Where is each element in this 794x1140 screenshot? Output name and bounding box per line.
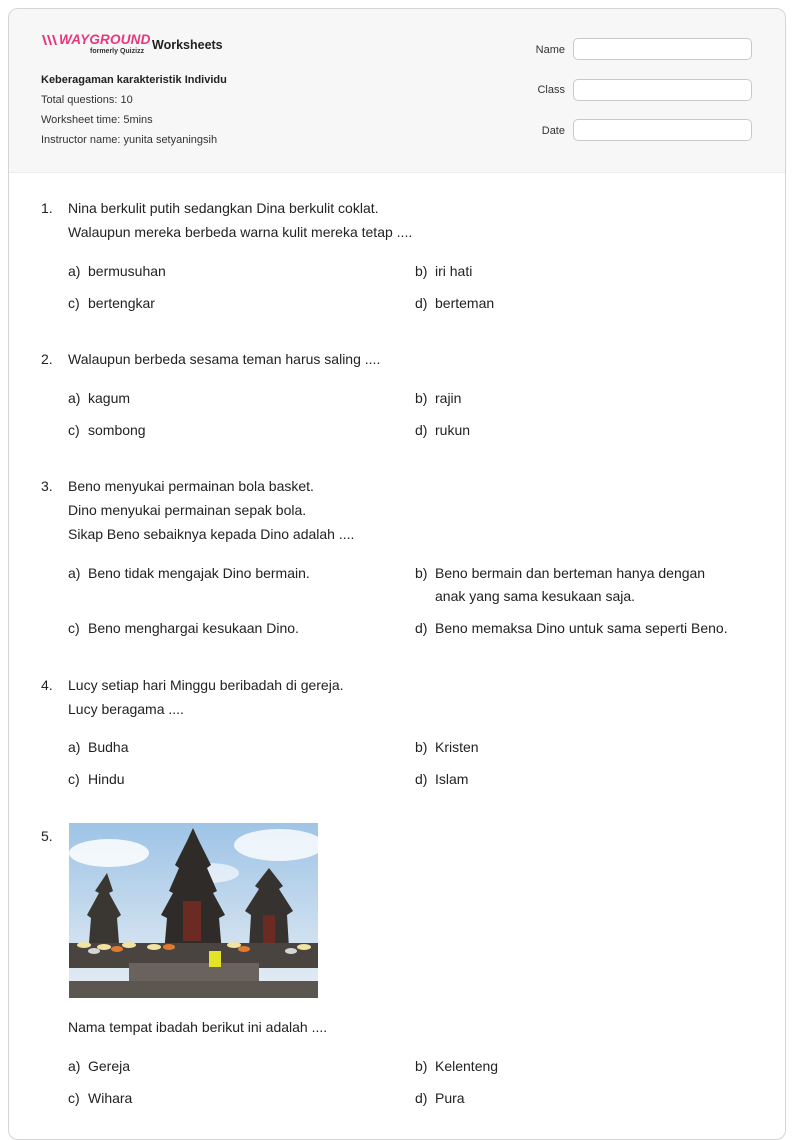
option-letter: d) [415,1090,428,1106]
option-text: Beno bermain dan berteman hanya dengan anak yang sama kesukaan saja. [435,565,706,604]
question-text: Beno menyukai permainan bola basket. [68,478,314,494]
question-text: Walaupun berbeda sesama teman harus saling .... [68,351,381,367]
question-text: Dino menyukai permainan sepak bola. [68,502,307,518]
question-number: 4. [41,677,53,693]
option-text: Wihara [88,1090,133,1106]
option-letter: a) [68,390,81,406]
option-text: bertengkar [88,295,155,311]
option-text: berteman [435,295,495,311]
worksheet-title: Keberagaman karakteristik Individu [41,74,227,86]
option-letter: a) [68,565,81,581]
option-text: Gereja [88,1058,131,1074]
option-text: Budha [88,739,129,755]
section-title: Worksheets [152,38,223,52]
total-questions: Total questions: 10 [41,94,133,106]
question-number: 1. [41,200,53,216]
question-number: 5. [41,828,53,844]
class-field[interactable] [573,79,752,101]
option-text: kagum [88,390,131,406]
question-text: Lucy beragama .... [68,701,184,717]
logo-mark-icon [41,34,59,46]
option-letter: a) [68,739,81,755]
option-text: Beno menghargai kesukaan Dino. [88,620,299,636]
instructor-name: Instructor name: yunita setyaningsih [41,134,218,146]
option-text: iri hati [435,263,473,279]
worksheet-page [8,8,786,1140]
option-letter: b) [415,1058,428,1074]
question-text: Lucy setiap hari Minggu beribadah di gereja. [68,677,344,693]
option-letter: b) [415,565,428,581]
option-letter: b) [415,739,428,755]
question-text: Nama tempat ibadah berikut ini adalah .... [68,1019,328,1035]
class-label: Class [537,84,565,96]
option-text: bermusuhan [88,263,166,279]
question-text: Sikap Beno sebaiknya kepada Dino adalah .... [68,526,355,542]
option-letter: d) [415,422,428,438]
option-text: Beno memaksa Dino untuk sama seperti Beno. [435,620,728,636]
option-letter: c) [68,422,80,438]
worksheet-time: Worksheet time: 5mins [41,114,153,126]
option-text: Beno tidak mengajak Dino bermain. [88,565,310,581]
temple-photo [69,823,318,998]
option-letter: c) [68,1090,80,1106]
option-letter: d) [415,771,428,787]
option-text: Kristen [435,739,479,755]
option-letter: b) [415,390,428,406]
option-text: Pura [435,1090,465,1106]
question-text: Walaupun mereka berbeda warna kulit mereka tetap .... [68,224,413,240]
option-letter: c) [68,620,80,636]
brand-subtitle: formerly Quizizz [90,48,145,55]
option-text: Hindu [88,771,125,787]
option-text: rukun [435,422,471,438]
worksheet-header [9,9,785,173]
option-text: sombong [88,422,146,438]
date-label: Date [541,125,565,137]
option-letter: c) [68,771,80,787]
name-field[interactable] [573,38,752,60]
option-letter: a) [68,263,81,279]
brand-logo [41,32,151,58]
question-text: Nina berkulit putih sedangkan Dina berkulit coklat. [68,200,379,216]
question-number: 2. [41,351,53,367]
brand-name: WAYGROUND [59,32,151,47]
option-letter: d) [415,620,428,636]
option-letter: d) [415,295,428,311]
option-letter: a) [68,1058,81,1074]
option-text: Kelenteng [435,1058,499,1074]
question-number: 3. [41,478,53,494]
option-letter: b) [415,263,428,279]
date-field[interactable] [573,119,752,141]
name-label: Name [535,44,565,56]
option-text: Islam [435,771,469,787]
option-text: rajin [435,390,462,406]
option-letter: c) [68,295,80,311]
